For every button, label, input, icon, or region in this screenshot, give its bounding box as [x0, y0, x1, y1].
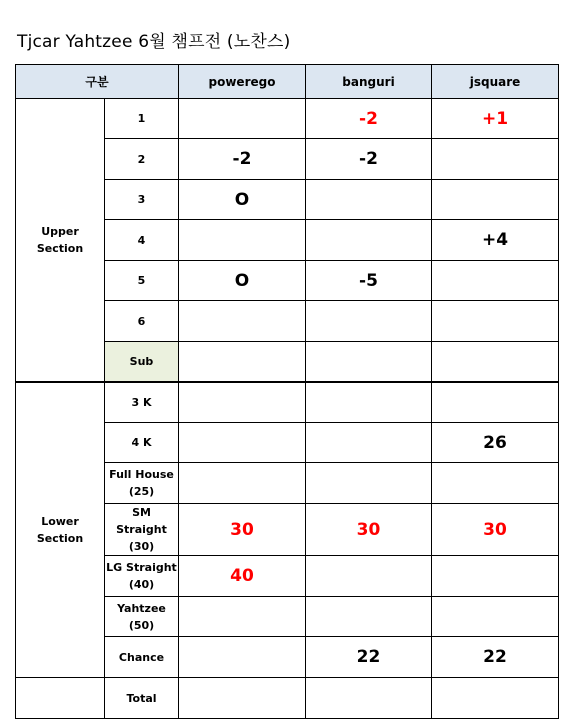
row-label: SM Straight: [116, 506, 167, 536]
row-label: 1: [137, 112, 146, 125]
score-cell[interactable]: [306, 180, 432, 220]
section-name-line2: Section: [36, 242, 84, 255]
upper-section-label: [16, 99, 105, 383]
row-label-cell: [105, 597, 179, 637]
score-cell[interactable]: [306, 301, 432, 342]
score-cell[interactable]: 22: [306, 637, 432, 678]
score-cell[interactable]: +1: [432, 99, 559, 139]
score-cell[interactable]: [179, 678, 306, 719]
row-label-cell: [105, 504, 179, 556]
score-cell[interactable]: [179, 423, 306, 463]
row-label: 2: [137, 152, 146, 166]
score-cell[interactable]: [179, 597, 306, 637]
row-label-cell: [105, 637, 179, 678]
score-cell[interactable]: [179, 342, 306, 383]
row-label-points: (50): [128, 618, 155, 632]
score-cell[interactable]: [432, 180, 559, 220]
score-cell[interactable]: 30: [432, 504, 559, 556]
player-header-1: powerego: [179, 65, 306, 99]
row-label: LG Straight: [106, 561, 177, 574]
score-cell[interactable]: [179, 637, 306, 678]
row-label-points: (25): [128, 485, 155, 498]
score-cell[interactable]: [432, 556, 559, 597]
score-cell[interactable]: [179, 463, 306, 504]
score-cell[interactable]: [306, 382, 432, 423]
row-label-cell: [105, 301, 179, 342]
score-cell[interactable]: 30: [306, 504, 432, 556]
score-cell[interactable]: [306, 220, 432, 261]
row-label: 3 K: [131, 396, 152, 409]
lower-section: [16, 382, 559, 678]
table-row: [16, 99, 559, 139]
total-section-cell: [16, 678, 105, 719]
score-cell[interactable]: 30: [179, 504, 306, 556]
row-label: 6: [137, 314, 146, 328]
score-cell[interactable]: 22: [432, 637, 559, 678]
page-title: Tjcar Yahtzee 6월 챔프전 (노찬스): [17, 32, 291, 52]
section-name-line1: Upper: [41, 225, 79, 238]
row-label-cell: [105, 463, 179, 504]
row-label: Full House: [109, 468, 174, 481]
table-row: [16, 382, 559, 423]
row-label: Chance: [118, 650, 165, 664]
lower-section-label: [16, 382, 105, 678]
score-table: [15, 64, 559, 719]
score-cell[interactable]: [306, 423, 432, 463]
total-row: [16, 678, 559, 719]
score-cell[interactable]: [306, 463, 432, 504]
score-cell[interactable]: [179, 99, 306, 139]
score-cell[interactable]: 40: [179, 556, 306, 597]
row-label: Sub: [129, 355, 154, 368]
score-cell[interactable]: [306, 342, 432, 383]
score-cell[interactable]: [432, 382, 559, 423]
score-cell[interactable]: +4: [432, 220, 559, 261]
row-label-points: (30): [128, 540, 155, 553]
score-cell[interactable]: -5: [306, 261, 432, 301]
row-label-cell: [105, 99, 179, 139]
row-label-points: (40): [128, 578, 155, 591]
score-cell[interactable]: 26: [432, 423, 559, 463]
score-cell[interactable]: [432, 139, 559, 180]
score-cell[interactable]: [432, 597, 559, 637]
row-label: Yahtzee: [117, 601, 166, 615]
row-label-cell: [105, 139, 179, 180]
score-cell[interactable]: [432, 463, 559, 504]
category-header: 구분: [16, 65, 179, 99]
upper-section: [16, 99, 559, 383]
row-label: Total: [105, 678, 179, 719]
score-cell[interactable]: [432, 261, 559, 301]
score-cell[interactable]: [306, 678, 432, 719]
player-header-3: jsquare: [432, 65, 559, 99]
score-cell[interactable]: O: [179, 261, 306, 301]
score-cell[interactable]: [179, 382, 306, 423]
row-label: 4: [137, 233, 146, 247]
score-cell[interactable]: -2: [306, 99, 432, 139]
score-cell[interactable]: O: [179, 180, 306, 220]
score-cell[interactable]: [432, 301, 559, 342]
score-cell[interactable]: [432, 678, 559, 719]
row-label-cell: [105, 342, 179, 383]
score-cell[interactable]: -2: [179, 139, 306, 180]
row-label: 4 K: [131, 436, 152, 449]
score-cell[interactable]: -2: [306, 139, 432, 180]
row-label-cell: [105, 180, 179, 220]
row-label-cell: [105, 556, 179, 597]
section-name-line2: Section: [36, 532, 84, 545]
row-label-cell: [105, 220, 179, 261]
row-label-cell: [105, 423, 179, 463]
row-label: 3: [137, 193, 146, 206]
score-cell[interactable]: [179, 301, 306, 342]
player-header-2: banguri: [306, 65, 432, 99]
score-cell[interactable]: [432, 342, 559, 383]
section-name-line1: Lower: [41, 515, 79, 528]
score-cell[interactable]: [306, 556, 432, 597]
score-cell[interactable]: [306, 597, 432, 637]
row-label: 5: [137, 274, 146, 287]
header-row: [16, 65, 559, 99]
row-label-cell: [105, 382, 179, 423]
score-cell[interactable]: [179, 220, 306, 261]
row-label-cell: [105, 261, 179, 301]
